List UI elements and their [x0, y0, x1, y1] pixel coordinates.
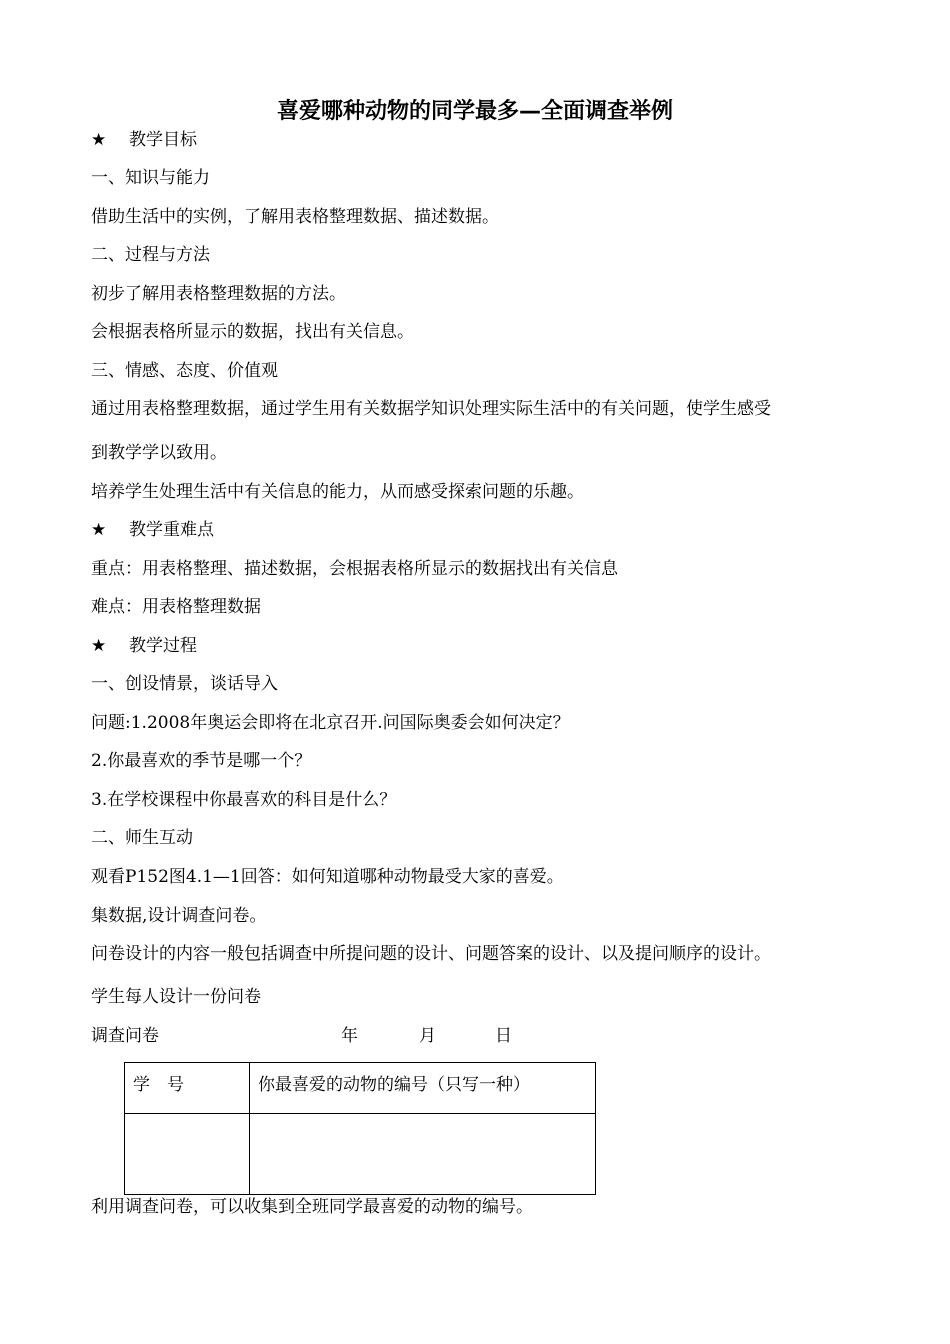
emotion-text-1b: 到教学学以致用。 — [91, 443, 227, 463]
survey-table — [124, 1062, 596, 1195]
table-row — [125, 1063, 596, 1114]
interaction-1: 观看P152图4.1—1回答：如何知道哪种动物最受大家的喜爱。 — [91, 867, 564, 887]
star-icon: ★ — [91, 520, 107, 540]
procedure-heading: 教学过程 — [129, 636, 197, 656]
difficulty-heading: 教学重难点 — [129, 520, 214, 540]
survey-month: 月 — [419, 1026, 436, 1046]
blank-cell-student-id — [125, 1114, 250, 1195]
process-heading: 二、过程与方法 — [91, 245, 210, 265]
key-point: 重点：用表格整理、描述数据，会根据表格所显示的数据找出有关信息 — [91, 559, 618, 579]
question-3: 3.在学校课程中你最喜欢的科目是什么？ — [91, 790, 397, 810]
step1-heading: 一、创设情景，谈话导入 — [91, 674, 278, 694]
emotion-text-2: 培养学生处理生活中有关信息的能力，从而感受探索问题的乐趣。 — [91, 482, 584, 502]
star-icon: ★ — [91, 636, 107, 656]
difficulty-heading-line — [91, 518, 214, 542]
step2-heading: 二、师生互动 — [91, 828, 193, 848]
interaction-3: 问卷设计的内容一般包括调查中所提问题的设计、问题答案的设计、以及提问顺序的设计。 — [91, 944, 771, 964]
question-1: 问题:1.2008年奥运会即将在北京召开.问国际奥委会如何决定？ — [91, 713, 570, 733]
knowledge-text: 借助生活中的实例，了解用表格整理数据、描述数据。 — [91, 207, 499, 227]
survey-day: 日 — [495, 1026, 512, 1046]
question-2: 2.你最喜欢的季节是哪一个？ — [91, 751, 312, 771]
procedure-heading-line — [91, 634, 197, 658]
column-header-student-id: 学 号 — [125, 1063, 250, 1114]
survey-label: 调查问卷 — [91, 1026, 159, 1046]
interaction-4: 学生每人设计一份问卷 — [91, 987, 261, 1007]
document-title: 喜爱哪种动物的同学最多—全面调查举例 — [276, 99, 673, 124]
blank-cell-animal — [250, 1114, 596, 1195]
goals-heading: 教学目标 — [129, 130, 197, 150]
process-text-2: 会根据表格所显示的数据，找出有关信息。 — [91, 322, 414, 342]
process-text-1: 初步了解用表格整理数据的方法。 — [91, 284, 346, 304]
star-icon: ★ — [91, 130, 107, 150]
knowledge-heading: 一、知识与能力 — [91, 168, 210, 188]
table-row — [125, 1114, 596, 1195]
column-header-animal: 你最喜爱的动物的编号（只写一种） — [250, 1063, 596, 1114]
hard-point: 难点：用表格整理数据 — [91, 597, 261, 617]
closing-text: 利用调查问卷，可以收集到全班同学最喜爱的动物的编号。 — [91, 1197, 533, 1217]
emotion-heading: 三、情感、态度、价值观 — [91, 361, 278, 381]
survey-year: 年 — [341, 1026, 358, 1046]
emotion-text-1a: 通过用表格整理数据，通过学生用有关数据学知识处理实际生活中的有关问题，使学生感受 — [91, 399, 771, 419]
goals-heading-line — [91, 128, 197, 152]
interaction-2: 集数据,设计调查问卷。 — [91, 906, 267, 926]
